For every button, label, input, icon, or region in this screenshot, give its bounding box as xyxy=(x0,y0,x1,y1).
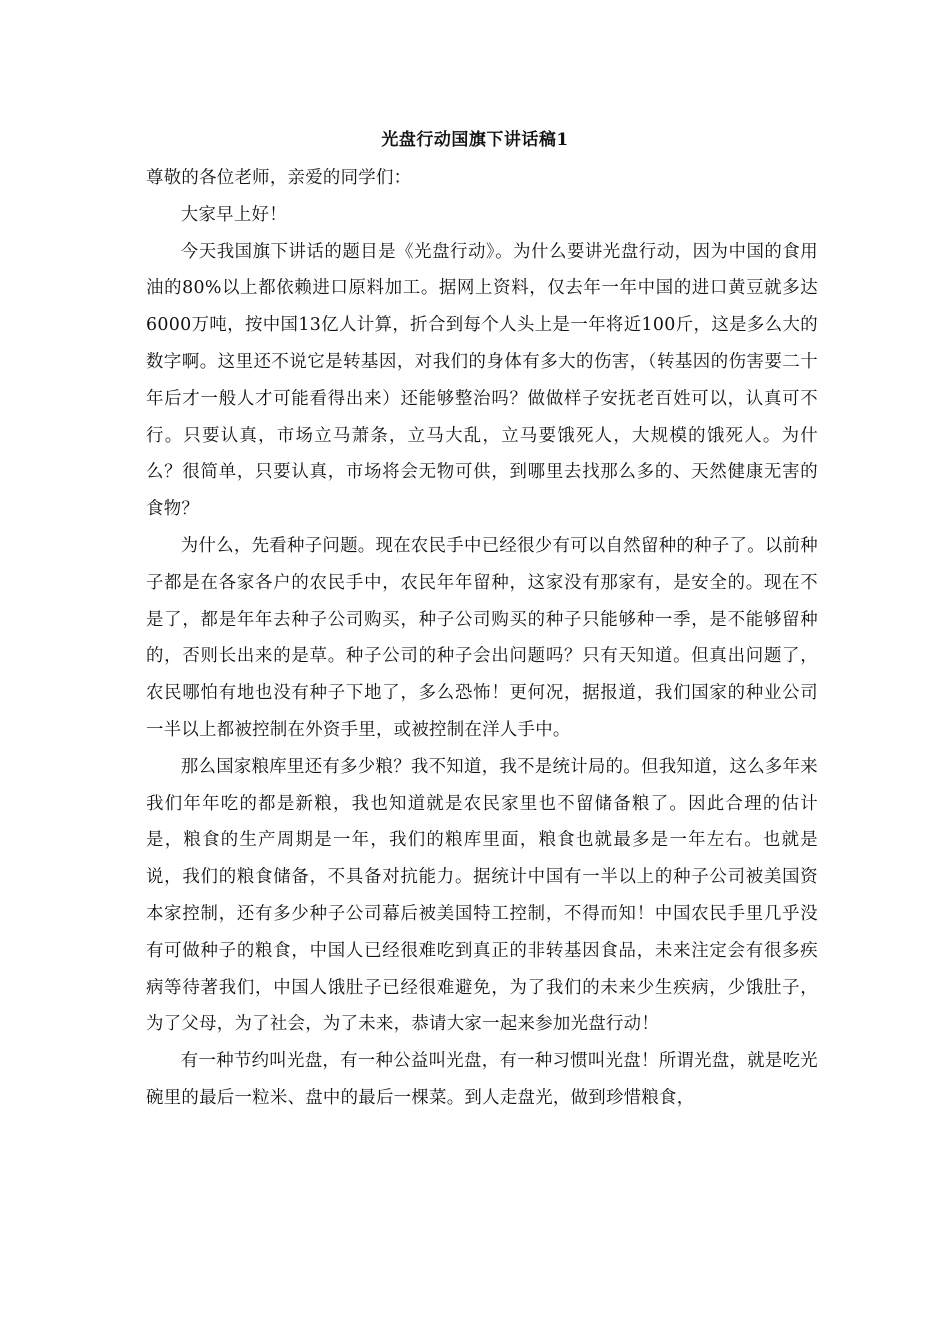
paragraph-topic-intro: 今天我国旗下讲话的题目是《光盘行动》。为什么要讲光盘行动，因为中国的食用油的80%以上都依赖进口原料加工。据网上资料，仅去年一年中国的进口黄豆就多达6000万吨，按中国13亿人计算，折合到每个人头上是一年将近100斤，这是多么大的数字啊。这里还不说它是转基因，对我们的身体有多大的伤害，（转基因的伤害要二十年后才一般人才可能看得出来）还能够整治吗？做做样子安抚老百姓可以，认真可不行。只要认真，市场立马萧条，立马大乱，立马要饿死人，大规模的饿死人。为什么？很简单，只要认真，市场将会无物可供，到哪里去找那么多的、天然健康无害的食物？ xyxy=(146,241,818,520)
document-title: 光盘行动国旗下讲话稿1 xyxy=(381,130,569,150)
paragraph-clean-plate-definition: 有一种节约叫光盘，有一种公益叫光盘，有一种习惯叫光盘！所谓光盘，就是吃光碗里的最后一粒米、盘中的最后一棵菜。到人走盘光，做到珍惜粮食， xyxy=(146,1051,818,1108)
paragraph-greeting: 大家早上好！ xyxy=(180,204,287,225)
salutation: 尊敬的各位老师，亲爱的同学们： xyxy=(146,168,412,188)
paragraph-grain-reserve: 那么国家粮库里还有多少粮？我不知道，我不是统计局的。但我知道，这么多年来我们年年吃的都是新粮，我也知道就是农民家里也不留储备粮了。因此合理的估计是，粮食的生产周期是一年，我们的粮库里面，粮食也就最多是一年左右。也就是说，我们的粮食储备，不具备对抗能力。据统计中国有一半以上的种子公司被美国资本家控制，还有多少种子公司幕后被美国特工控制，不得而知！中国农民手里几乎没有可做种子的粮食，中国人已经很难吃到真正的非转基因食品，未来注定会有很多疾病等待著我们，中国人饿肚子已经很难避免，为了我们的未来少生疾病，少饿肚子，为了父母，为了社会，为了未来，恭请大家一起来参加光盘行动！ xyxy=(146,756,818,1035)
document-body xyxy=(146,160,818,1117)
paragraph-seed-problem: 为什么，先看种子问题。现在农民手中已经很少有可以自然留种的种子了。以前种子都是在各家各户的农民手中，农民年年留种，这家没有那家有，是安全的。现在不是了，都是年年去种子公司购买，种子公司购买的种子只能够种一季，是不能够留种的，否则长出来的是草。种子公司的种子会出问题吗？只有天知道。但真出问题了，农民哪怕有地也没有种子下地了，多么恐怖！更何况，据报道，我们国家的种业公司一半以上都被控制在外资手里，或被控制在洋人手中。 xyxy=(146,535,818,740)
